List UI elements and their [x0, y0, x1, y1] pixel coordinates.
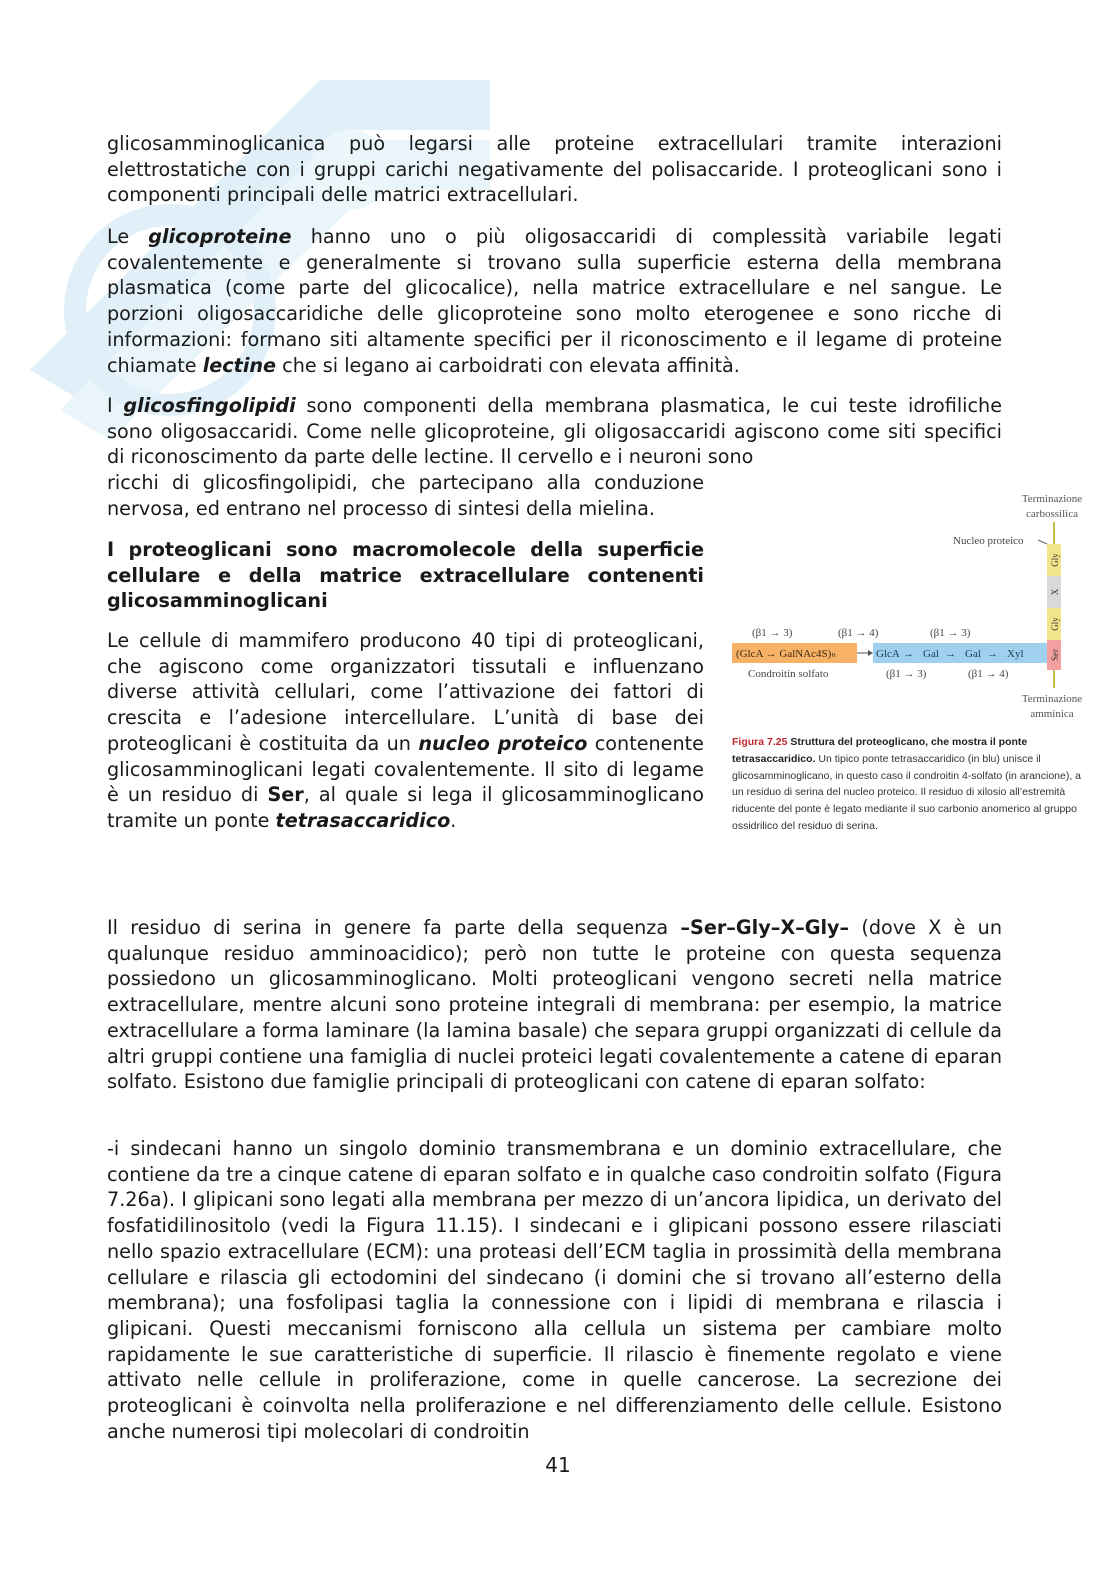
paragraph-glicoproteine: Le glicoproteine hanno uno o più oligosaccaridi di complessità variabile legati covalentemente e generalmente si trovano sulla superficie esterna della membrana plasmatica (come parte del glicocalice), nella matrice extracellulare e nel sangue. Le porzioni oligosaccaridiche delle glicoproteine sono molto eterogenee e sono ricche di informazioni: formano siti altamente specifici per il riconoscimento e il legame di proteine chiamate lectine che si legano ai carboidrati con elevata affinità.	[107, 225, 1002, 377]
paragraph-intro: glicosamminoglicanica può legarsi alle proteine extracellulari tramite interazioni elettrostatiche con i gruppi carichi negativamente del polisaccaride. I proteoglicani sono i componenti principali delle matrici extracellulari.	[107, 132, 1002, 207]
caption-title: Struttura del proteoglicano, che mostra il ponte tetrasaccaridico.	[732, 736, 1028, 765]
link-label-5: (β1 → 4)	[968, 668, 1009, 680]
paragraph-sindecani: -i sindecani hanno un singolo dominio transmembrana e un dominio extracellulare, che contiene da tre a cinque catene di eparan solfato e in qualche caso condroitin solfato (Figura 7.26a). I glipicani sono legati alla membrana per mezzo di un’ancora lipidica, un derivato del fosfatidilinositolo (vedi la Figura 11.15). I sindecani e i glipicani possono essere rilasciati nello spazio extracellulare (ECM): una proteasi dell’ECM taglia in prossimità della membrana cellulare e rilascia gli ectodomini del sindecano (i domini che si trovano all’esterno della membrana); una fosfolipasi taglia la connessione con i lipidi di membrana e rilascia i glipicani. Questi meccanismi forniscono alla cellula un sistema per cambiare molto rapidamente le sue caratteristiche di superficie. Il rilascio è finemente regolato e viene attivato nelle cellule in proliferazione, come in quelle cancerose. La secrezione dei proteoglicani è coinvolta nella proliferazione e nel differenziamento delle cellule. Esistono anche numerosi tipi molecolari di condroitin	[107, 1137, 1002, 1443]
term-lectine: lectine	[202, 353, 277, 377]
section-heading: I proteoglicani sono macromolecole della superficie cellulare e della matrice extracellulare contenenti glicosamminoglicani	[107, 538, 704, 613]
label-condroitin: Condroitin solfato	[748, 668, 829, 680]
caption-text: Un tipico ponte tetrasaccaridico (in blu) unisce il glicosamminoglicano, in questo caso il condroitin 4-solfato (in arancione), a un residuo di serina del nucleo proteico. Il residuo di xilosio all’estremità riducente del ponte è legato mediante il suo carbonio anomerico al gruppo ossidrilico del residuo di serina.	[732, 752, 1082, 832]
term-sequence: –Ser–Gly–X–Gly–	[680, 916, 850, 939]
label-nucleo-proteico: Nucleo proteico	[953, 535, 1024, 547]
svg-text:Gly: Gly	[1050, 553, 1060, 567]
svg-text:Xyl: Xyl	[1007, 648, 1024, 660]
term-glicoproteine: glicoproteine	[148, 225, 292, 248]
page-number: 41	[545, 1453, 571, 1477]
term-nucleo-proteico: nucleo proteico	[418, 731, 588, 755]
figure-caption	[732, 734, 1082, 835]
label-term-carbox-1: Terminazione	[1021, 493, 1083, 505]
paragraph-serina: Il residuo di serina in genere fa parte della sequenza –Ser–Gly–X–Gly– (dove X è un qualunque residuo amminoacidico); però non tutte le proteine con questa sequenza possiedono un glicosamminoglicano. Molti proteoglicani vengono secreti nella matrice extracellulare, mentre alcuni sono proteine integrali di membrana: per esempio, la matrice extracellulare a forma laminare (la lamina basale) che separa gruppi organizzati di cellule da altri gruppi contiene una famiglia di nuclei proteici legati covalentemente a catene di eparan solfato. Esistono due famiglie principali di proteoglicani con catene di eparan solfato:	[107, 916, 1002, 1094]
svg-text:X: X	[1050, 588, 1060, 596]
paragraph-glicosfingolipidi: I glicosfingolipidi sono componenti della membrana plasmatica, le cui teste idrofiliche sono oligosaccaridi. Come nelle glicoproteine, gli oligosaccaridi agiscono come siti specifici di riconoscimento da parte delle lectine. Il cervello e i neuroni sono	[107, 394, 1002, 469]
link-label-2: (β1 → 4)	[838, 627, 879, 639]
label-term-carbox-2: carbossilica	[1026, 508, 1078, 520]
term-ser: Ser	[267, 783, 304, 807]
svg-text:Gly: Gly	[1050, 617, 1060, 631]
svg-text:→: →	[903, 648, 914, 660]
svg-text:(GlcA → GalNAc4S)ₙ: (GlcA → GalNAc4S)ₙ	[736, 648, 836, 660]
svg-text:→: →	[945, 648, 956, 660]
link-label-4: (β1 → 3)	[886, 668, 927, 680]
svg-text:GlcA: GlcA	[876, 648, 900, 660]
label-term-amino-2: amminica	[1030, 708, 1074, 720]
proteoglycan-diagram	[720, 488, 1100, 728]
label-term-amino-1: Terminazione	[1021, 693, 1083, 705]
term-glicosfingolipidi: glicosfingolipidi	[123, 394, 296, 417]
term-tetrasaccaridico: tetrasaccaridico	[275, 808, 451, 832]
link-label-3: (β1 → 3)	[930, 627, 971, 639]
svg-text:Ser: Ser	[1050, 649, 1060, 661]
svg-text:Gal: Gal	[923, 648, 939, 660]
paragraph-proteoglicani: Le cellule di mammifero producono 40 tipi di proteoglicani, che agiscono come organizzatori tissutali e influenzano diverse attività cellulari, come l’attivazione dei fattori di crescita e l’adesione intercellulare. L’unità di base dei proteoglicani è costituita da un nucleo proteico contenente glicosamminoglicani legati covalentemente. Il sito di legame è un residuo di Ser, al quale si lega il glicosamminoglicano tramite un ponte tetrasaccaridico.	[107, 629, 704, 832]
svg-text:→: →	[987, 648, 998, 660]
paragraph-glicosfingolipidi-cont: ricchi di glicosfingolipidi, che partecipano alla conduzione nervosa, ed entrano nel processo di sintesi della mielina.	[107, 471, 704, 520]
svg-text:Gal: Gal	[965, 648, 981, 660]
link-label-1: (β1 → 3)	[752, 627, 793, 639]
caption-label: Figura 7.25	[732, 736, 788, 748]
figure-7-25	[720, 488, 1100, 838]
